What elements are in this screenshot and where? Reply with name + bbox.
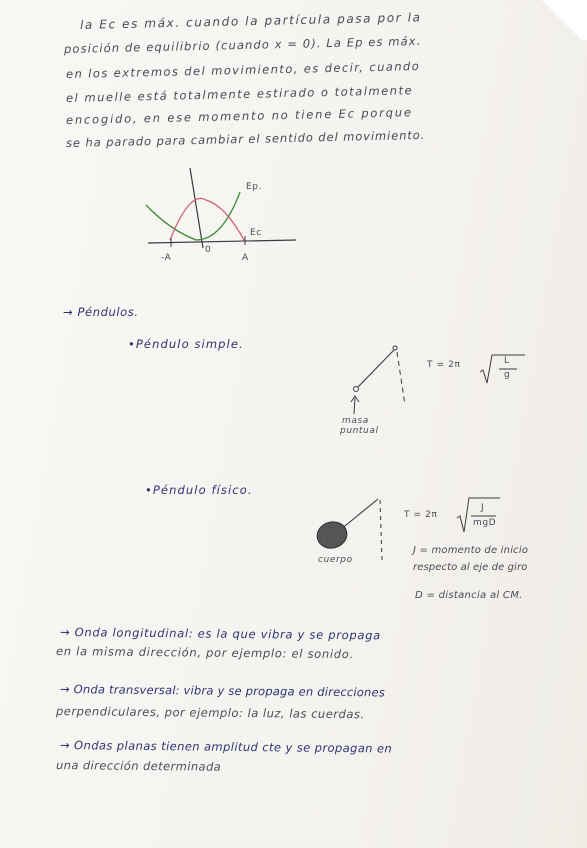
intro-line-5: encogido, en ese momento no tiene Ec porque xyxy=(65,105,413,127)
mass-label-line-2: puntual xyxy=(340,426,379,436)
j-definition-line-2: respecto al eje de giro xyxy=(413,562,528,573)
intro-line-6: se ha parado para cambiar el sentido del movimiento. xyxy=(65,127,426,150)
j-definition-line-1: J = momento de inicio xyxy=(413,545,529,556)
ep-label: Ep. xyxy=(246,182,263,192)
neg-a-label: -A xyxy=(161,253,172,263)
wave-longitudinal-line-2: en la misma dirección, por ejemplo: el sonido. xyxy=(55,644,355,662)
page-corner xyxy=(527,0,587,40)
intro-line-2: posición de equilibrio (cuando x = 0). La Ep es máx. xyxy=(63,33,422,56)
physical-formula-lhs: T = 2π xyxy=(404,510,438,520)
origin-label: 0 xyxy=(205,245,212,255)
wave-transverse-line-1: → Onda transversal: vibra y se propaga en direcciones xyxy=(59,682,386,700)
physical-formula-denominator: mgD xyxy=(473,518,497,528)
simple-formula-lhs: T = 2π xyxy=(427,360,461,370)
intro-line-1: la Ec es máx. cuando la partícula pasa por la xyxy=(79,10,422,32)
body-label: cuerpo xyxy=(318,555,353,565)
mass-label-line-1: masa xyxy=(342,416,369,426)
simple-formula-denominator: g xyxy=(504,370,511,380)
wave-transverse-line-2: perpendiculares, por ejemplo: la luz, las cuerdas. xyxy=(55,704,365,722)
intro-line-3: en los extremos del movimiento, es decir, cuando xyxy=(65,58,421,81)
pendulums-heading: → Péndulos. xyxy=(63,305,139,319)
simple-pendulum-title: •Péndulo simple. xyxy=(128,337,244,351)
wave-plane-line-1: → Ondas planas tienen amplitud cte y se propagan en xyxy=(59,738,393,756)
pos-a-label: A xyxy=(242,253,249,263)
d-definition: D = distancia al CM. xyxy=(415,590,523,601)
wave-plane-line-2: una dirección determinada xyxy=(55,758,222,774)
simple-formula-numerator: L xyxy=(504,356,510,366)
ec-label: Ec xyxy=(250,228,262,238)
physical-formula-numerator: J xyxy=(481,503,485,513)
intro-line-4: el muelle está totalmente estirado o totalmente xyxy=(65,83,414,105)
wave-longitudinal-line-1: → Onda longitudinal: es la que vibra y se propaga xyxy=(59,625,381,643)
physical-pendulum-title: •Péndulo físico. xyxy=(145,483,253,497)
